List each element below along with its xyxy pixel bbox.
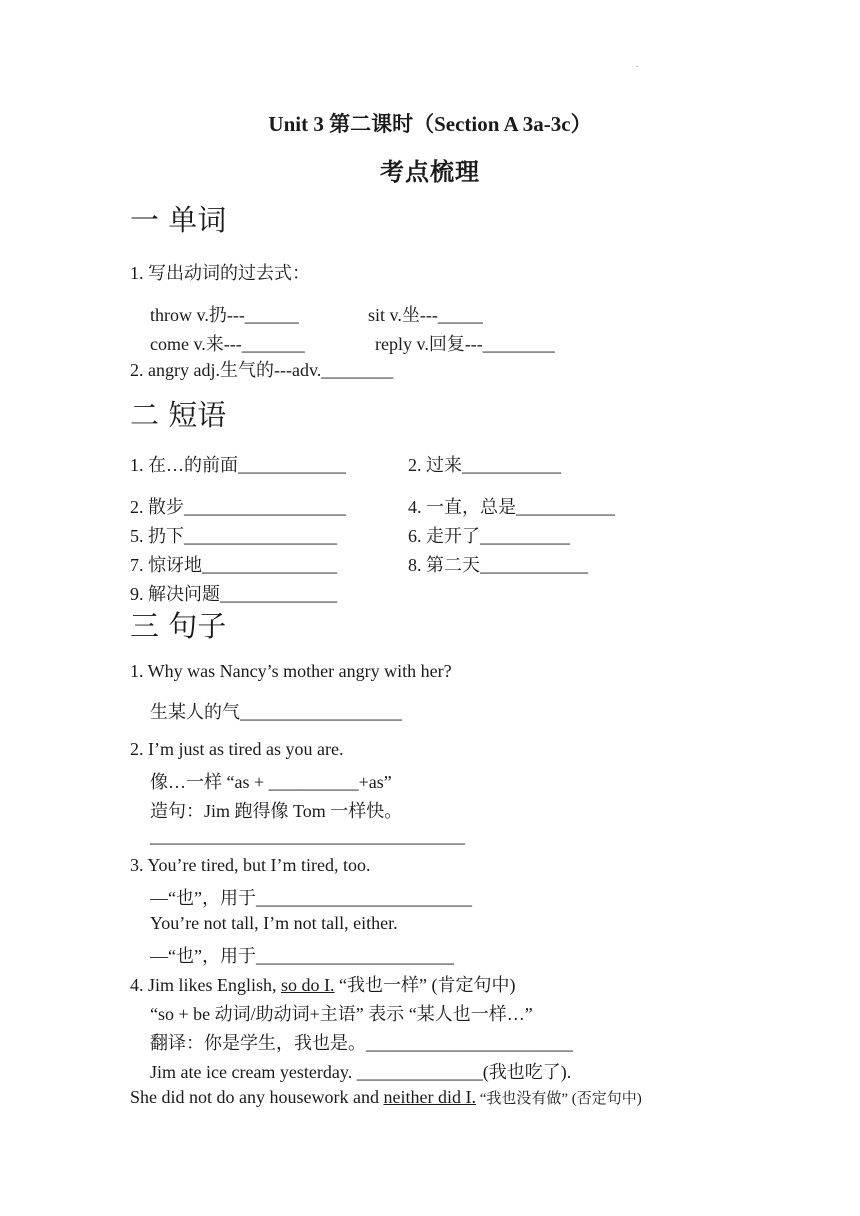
sentence-2-blank: ___________________________________ <box>150 826 465 846</box>
sentence-4-translate: 翻译：你是学生，我也是。_______________________ <box>150 1033 573 1053</box>
sentence-4-rule: “so + be 动词/助动词+主语” 表示 “某人也一样…” <box>150 1004 533 1024</box>
sentence-4-exercise: Jim ate ice cream yesterday. ______________(我也吃了). <box>150 1062 572 1082</box>
phrase-item: 5. 扔下_________________ <box>130 526 337 546</box>
phrase-item: 1. 在…的前面____________ <box>130 455 346 475</box>
phrase-item: 4. 一直，总是___________ <box>408 497 615 517</box>
word-come: come v.来---_______ <box>150 334 305 354</box>
word-sit: sit v.坐---_____ <box>368 305 483 325</box>
sentence-4-pre: 4. Jim likes English, <box>130 975 282 995</box>
sentence-5-underlined: neither did I. <box>383 1087 476 1107</box>
words-question-2: 2. angry adj.生气的---adv.________ <box>130 360 394 380</box>
sentence-5 <box>130 1087 642 1108</box>
word-reply: reply v.回复---________ <box>375 334 555 354</box>
sentence-3: 3. You’re tired, but I’m tired, too. <box>130 855 371 875</box>
page-dot: . <box>636 60 638 69</box>
sentence-5-pre: She did not do any housework and <box>130 1087 384 1107</box>
phrase-item: 6. 走开了__________ <box>408 526 570 546</box>
sentence-1: 1. Why was Nancy’s mother angry with her? <box>130 661 452 681</box>
phrase-item: 7. 惊讶地_______________ <box>130 555 337 575</box>
phrase-item: 2. 散步__________________ <box>130 497 346 517</box>
sentence-3b-note: —“也”，用于______________________ <box>150 946 454 966</box>
phrase-item: 9. 解决问题_____________ <box>130 584 337 604</box>
sentence-4-post: “我也一样” (肯定句中) <box>334 975 516 995</box>
sentence-1-note: 生某人的气__________________ <box>150 702 402 722</box>
sentence-2-note: 像…一样 “as + __________+as” <box>150 772 392 792</box>
phrase-item: 2. 过来___________ <box>408 455 561 475</box>
sentence-5-post: “我也没有做” (否定句中) <box>475 1091 642 1107</box>
sentence-3-note: —“也”，用于________________________ <box>150 888 472 908</box>
section-heading-phrases: 二 短语 <box>130 398 227 432</box>
sentence-4-underlined: so do I. <box>281 975 335 995</box>
phrase-item: 8. 第二天____________ <box>408 555 588 575</box>
section-heading-words: 一 单词 <box>130 203 227 237</box>
words-question-1: 1. 写出动词的过去式： <box>130 263 310 283</box>
page-subtitle: 考点梳理 <box>380 160 480 186</box>
page-title: Unit 3 第二课时（Section A 3a-3c） <box>268 112 592 136</box>
sentence-3b: You’re not tall, I’m not tall, either. <box>150 913 398 933</box>
word-throw: throw v.扔---______ <box>150 305 299 325</box>
sentence-2: 2. I’m just as tired as you are. <box>130 739 344 759</box>
section-heading-sentences: 三 句子 <box>130 609 227 643</box>
sentence-4 <box>130 971 515 997</box>
sentence-2-exercise: 造句：Jim 跑得像 Tom 一样快。 <box>150 801 403 821</box>
